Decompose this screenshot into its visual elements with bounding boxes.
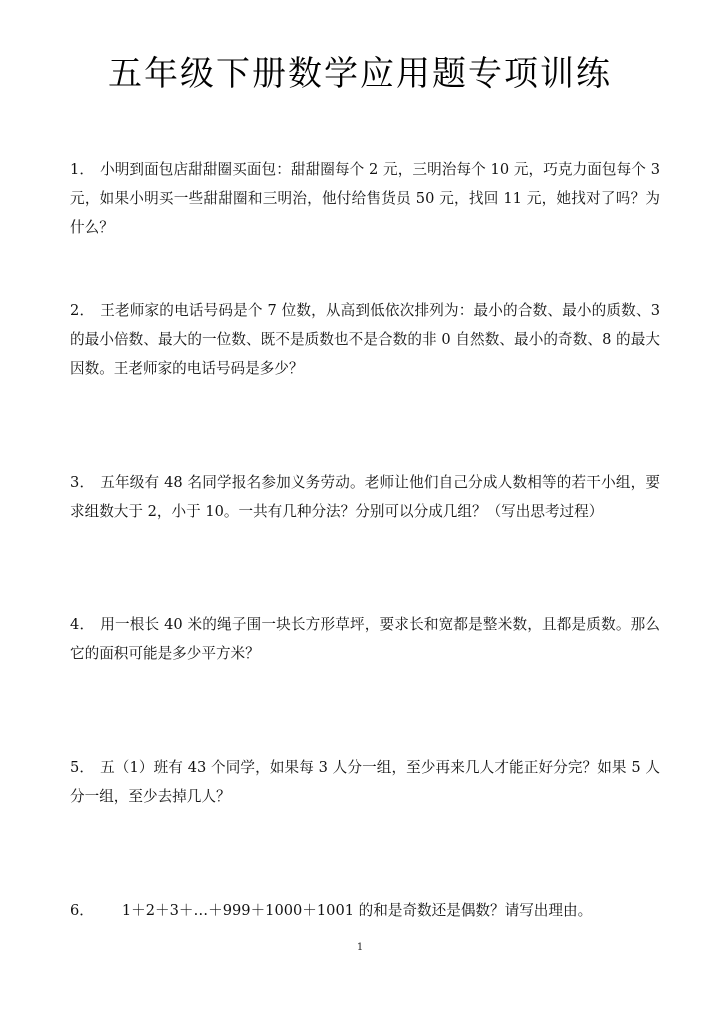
question-2 (70, 296, 660, 383)
question-3 (70, 468, 660, 526)
question-text: 王老师家的电话号码是个 7 位数，从高到低依次排列为：最小的合数、最小的质数、3 的最小倍数、最大的一位数、既不是质数也不是合数的非 0 自然数、最小的奇数、8 的最大因数。王老师家的电话号码是多少？ (70, 302, 660, 377)
question-text: 小明到面包店甜甜圈买面包：甜甜圈每个 2 元，三明治每个 10 元，巧克力面包每个 3 元，如果小明买一些甜甜圈和三明治，他付给售货员 50 元，找回 11 元，她找对了吗？为什么？ (70, 161, 660, 236)
question-number: 4． (70, 616, 95, 633)
question-text: 用一根长 40 米的绳子围一块长方形草坪，要求长和宽都是整米数，且都是质数。那么它的面积可能是多少平方米？ (70, 616, 660, 662)
question-5 (70, 753, 660, 811)
question-6 (70, 896, 660, 925)
page-number: 1 (356, 942, 364, 953)
question-number: 2． (70, 302, 95, 319)
question-4 (70, 610, 660, 668)
question-text: 1＋2＋3＋…＋999＋1000＋1001 的和是奇数还是偶数？请写出理由。 (121, 902, 593, 919)
question-number: 5． (70, 759, 95, 776)
question-number: 6． (70, 902, 94, 919)
question-text: 五（1）班有 43 个同学，如果每 3 人分一组，至少再来几人才能正好分完？如果 5 人分一组，至少去掉几人？ (70, 759, 660, 805)
question-number: 3． (70, 474, 95, 491)
question-1 (70, 155, 660, 242)
question-number: 1． (70, 161, 95, 178)
question-text: 五年级有 48 名同学报名参加义务劳动。老师让他们自己分成人数相等的若干小组，要求组数大于 2，小于 10。一共有几种分法？分别可以分成几组？（写出思考过程） (70, 474, 660, 520)
page-title: 五年级下册数学应用题专项训练 (108, 54, 612, 94)
